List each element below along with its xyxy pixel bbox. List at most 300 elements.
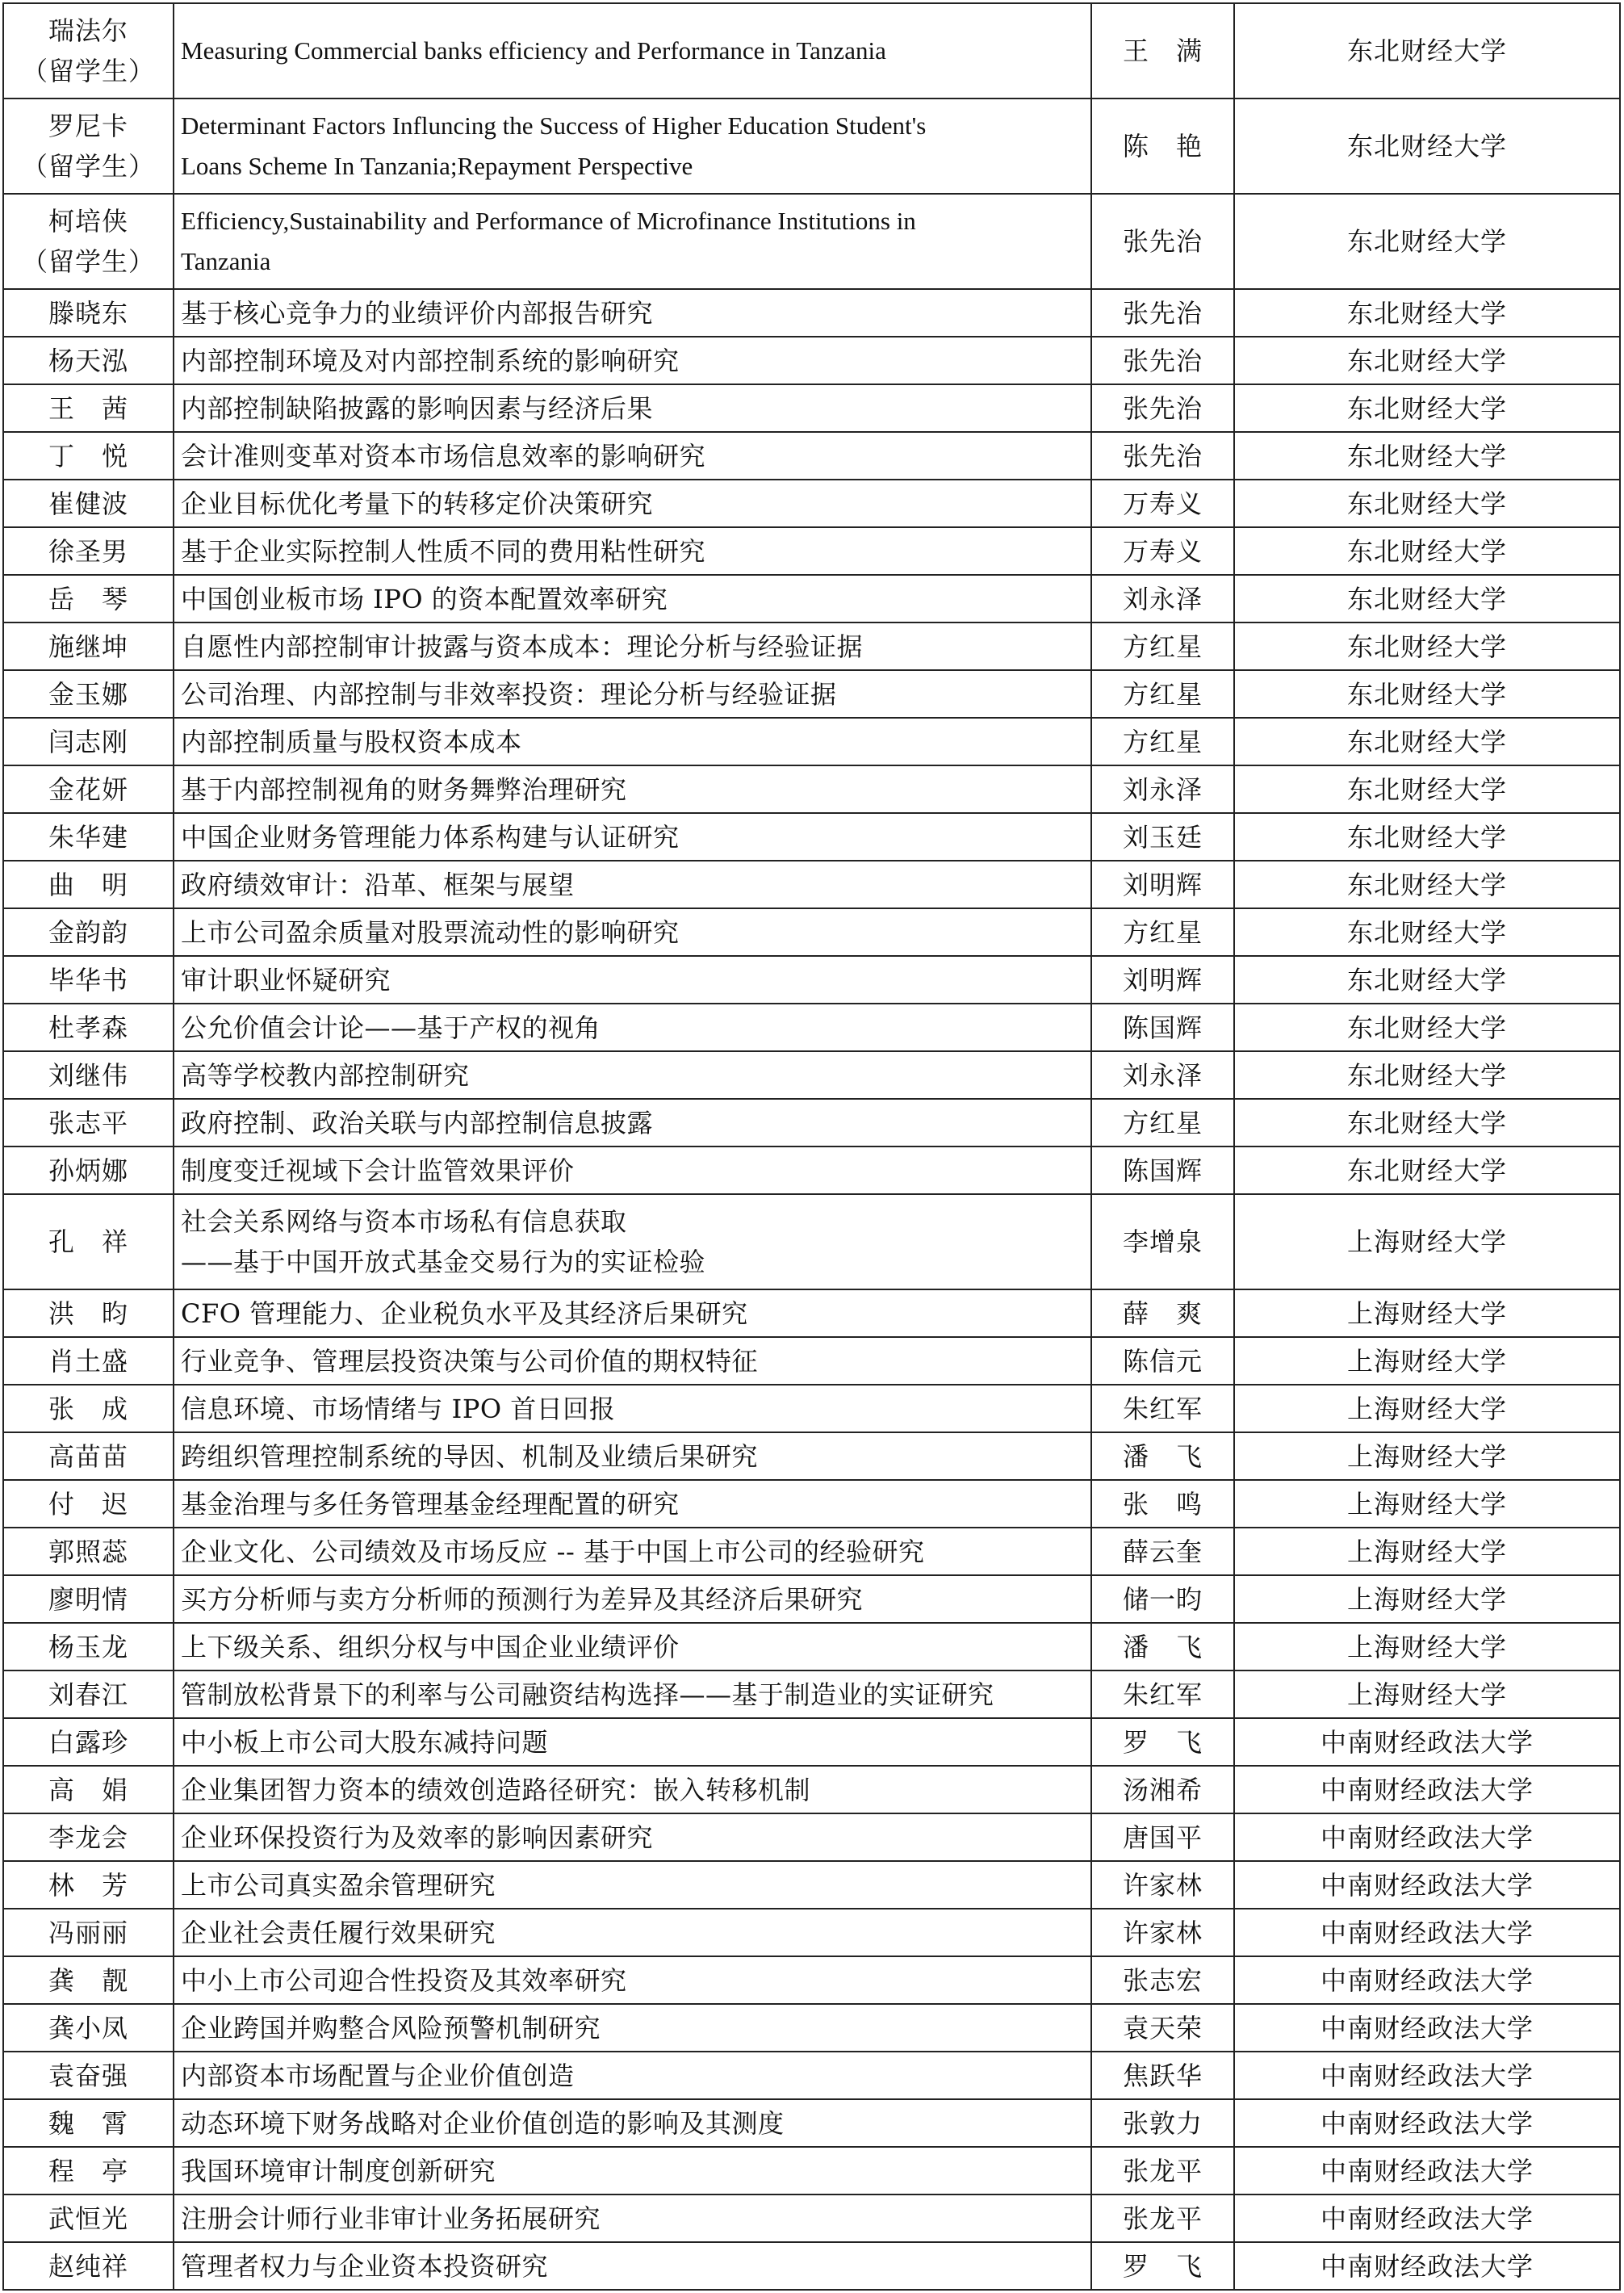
author-name: 金韵韵 (48, 916, 128, 948)
author-cell (3, 765, 174, 813)
author-cell (3, 813, 174, 861)
author-name: 刘春江 (48, 1679, 128, 1710)
author-name: 金玉娜 (48, 678, 128, 710)
thesis-title-cell (174, 194, 1091, 289)
advisor-cell: 方红星 (1091, 718, 1234, 765)
thesis-title: 高等学校教内部控制研究 (181, 1059, 470, 1091)
author-name: 肖土盛 (48, 1345, 128, 1377)
institution-cell: 东北财经大学 (1234, 623, 1620, 670)
table-row (3, 1909, 1620, 1956)
table-row (3, 1289, 1620, 1337)
author-name: 孔 祥 (48, 1226, 128, 1257)
advisor-cell: 方红星 (1091, 908, 1234, 956)
institution-cell: 东北财经大学 (1234, 1051, 1620, 1099)
thesis-title-cell (174, 1480, 1091, 1528)
author-name: 闫志刚 (48, 726, 128, 757)
institution-cell: 上海财经大学 (1234, 1528, 1620, 1575)
institution-cell: 中南财经政法大学 (1234, 2052, 1620, 2099)
advisor-cell: 汤湘希 (1091, 1766, 1234, 1813)
thesis-title: 基于核心竞争力的业绩评价内部报告研究 (181, 297, 654, 329)
thesis-title: 中国企业财务管理能力体系构建与认证研究 (181, 821, 680, 853)
author-name: 孙炳娜 (48, 1155, 128, 1186)
author-name: （留学生） (21, 151, 155, 182)
author-name: 付 迟 (48, 1488, 128, 1520)
author-cell (3, 1051, 174, 1099)
institution-cell: 上海财经大学 (1234, 1670, 1620, 1718)
advisor-cell: 方红星 (1091, 670, 1234, 718)
thesis-title-cell (174, 813, 1091, 861)
author-name: 施继坤 (48, 631, 128, 662)
table-row (3, 1385, 1620, 1432)
author-name: 程 亭 (48, 2155, 128, 2186)
thesis-title-cell (174, 480, 1091, 527)
institution-cell: 东北财经大学 (1234, 765, 1620, 813)
institution-cell: 上海财经大学 (1234, 1480, 1620, 1528)
institution-cell: 东北财经大学 (1234, 194, 1620, 289)
thesis-title: ——基于中国开放式基金交易行为的实证检验 (181, 1247, 706, 1277)
table-row (3, 2242, 1620, 2290)
author-name: 武恒光 (48, 2203, 128, 2234)
thesis-title-cell (174, 2194, 1091, 2242)
thesis-title-cell (174, 1575, 1091, 1623)
advisor-cell: 刘明辉 (1091, 956, 1234, 1004)
thesis-title-cell (174, 1956, 1091, 2004)
author-name: 岳 琴 (48, 583, 128, 614)
thesis-title-cell (174, 1432, 1091, 1480)
author-name: 丁 悦 (48, 440, 128, 472)
institution-cell: 东北财经大学 (1234, 99, 1620, 194)
institution-cell: 中南财经政法大学 (1234, 1813, 1620, 1861)
author-cell (3, 1670, 174, 1718)
advisor-cell: 刘永泽 (1091, 765, 1234, 813)
table-row (3, 1051, 1620, 1099)
advisor-cell: 张龙平 (1091, 2147, 1234, 2194)
advisor-cell: 许家林 (1091, 1909, 1234, 1956)
author-cell (3, 1432, 174, 1480)
table-row (3, 480, 1620, 527)
institution-cell: 东北财经大学 (1234, 908, 1620, 956)
author-cell (3, 1289, 174, 1337)
table-row (3, 1146, 1620, 1194)
advisor-cell: 张先治 (1091, 289, 1234, 337)
thesis-title: CFO 管理能力、企业税负水平及其经济后果研究 (181, 1297, 748, 1329)
institution-cell: 东北财经大学 (1234, 718, 1620, 765)
author-name: 赵纯祥 (48, 2250, 128, 2282)
thesis-title: 企业集团智力资本的绩效创造路径研究：嵌入转移机制 (181, 1774, 811, 1805)
author-name: 刘继伟 (48, 1059, 128, 1091)
thesis-title-cell (174, 1766, 1091, 1813)
thesis-title: 信息环境、市场情绪与 IPO 首日回报 (181, 1393, 616, 1424)
thesis-title: 审计职业怀疑研究 (181, 964, 391, 996)
institution-cell: 东北财经大学 (1234, 3, 1620, 99)
thesis-title-cell (174, 718, 1091, 765)
thesis-title-cell (174, 1004, 1091, 1051)
institution-cell: 东北财经大学 (1234, 527, 1620, 575)
thesis-title-cell (174, 1861, 1091, 1909)
institution-cell: 东北财经大学 (1234, 337, 1620, 384)
table-row (3, 1004, 1620, 1051)
table-row (3, 1718, 1620, 1766)
thesis-title-cell (174, 3, 1091, 99)
thesis-title-cell (174, 861, 1091, 908)
thesis-title-cell (174, 1337, 1091, 1385)
institution-cell: 上海财经大学 (1234, 1337, 1620, 1385)
table-row (3, 861, 1620, 908)
author-name: 白露珍 (48, 1726, 128, 1758)
table-row (3, 623, 1620, 670)
institution-cell: 东北财经大学 (1234, 956, 1620, 1004)
thesis-title-cell (174, 384, 1091, 432)
author-name: 冯丽丽 (48, 1917, 128, 1948)
author-cell (3, 1385, 174, 1432)
author-cell (3, 2147, 174, 2194)
thesis-title-cell (174, 1909, 1091, 1956)
thesis-title: 跨组织管理控制系统的导因、机制及业绩后果研究 (181, 1440, 759, 1472)
table-row (3, 527, 1620, 575)
author-name: 金花妍 (48, 773, 128, 805)
advisor-cell: 陈信元 (1091, 1337, 1234, 1385)
author-name: 崔健波 (48, 488, 128, 519)
thesis-title: 企业跨国并购整合风险预警机制研究 (181, 2012, 601, 2044)
thesis-title-cell (174, 623, 1091, 670)
thesis-title: 企业文化、公司绩效及市场反应 -- 基于中国上市公司的经验研究 (181, 1536, 925, 1567)
thesis-title: 行业竞争、管理层投资决策与公司价值的期权特征 (181, 1345, 759, 1377)
institution-cell: 中南财经政法大学 (1234, 2242, 1620, 2290)
advisor-cell: 潘 飞 (1091, 1623, 1234, 1670)
thesis-title: 基金治理与多任务管理基金经理配置的研究 (181, 1488, 680, 1520)
advisor-cell: 潘 飞 (1091, 1432, 1234, 1480)
table-row (3, 432, 1620, 480)
advisor-cell: 储一昀 (1091, 1575, 1234, 1623)
author-name: 徐圣男 (48, 535, 128, 567)
table-row (3, 2004, 1620, 2052)
author-name: 魏 霄 (48, 2107, 128, 2139)
table-row (3, 1575, 1620, 1623)
author-cell (3, 2242, 174, 2290)
thesis-title: Loans Scheme In Tanzania;Repayment Perspective (181, 152, 693, 180)
table-row (3, 99, 1620, 194)
table-row (3, 194, 1620, 289)
advisor-cell: 王 满 (1091, 3, 1234, 99)
institution-cell: 东北财经大学 (1234, 813, 1620, 861)
advisor-cell: 张龙平 (1091, 2194, 1234, 2242)
thesis-title-cell (174, 527, 1091, 575)
table-row (3, 1956, 1620, 2004)
thesis-title-cell (174, 1623, 1091, 1670)
thesis-title: 上市公司真实盈余管理研究 (181, 1869, 496, 1901)
author-cell (3, 2194, 174, 2242)
table-row (3, 2147, 1620, 2194)
advisor-cell: 罗 飞 (1091, 1718, 1234, 1766)
author-cell (3, 1623, 174, 1670)
table-row (3, 1480, 1620, 1528)
author-cell (3, 3, 174, 99)
advisor-cell: 陈国辉 (1091, 1146, 1234, 1194)
thesis-title-cell (174, 289, 1091, 337)
institution-cell: 东北财经大学 (1234, 289, 1620, 337)
author-cell (3, 2052, 174, 2099)
institution-cell: 上海财经大学 (1234, 1194, 1620, 1289)
institution-cell: 中南财经政法大学 (1234, 1766, 1620, 1813)
dissertation-table-body (3, 3, 1620, 2290)
institution-cell: 中南财经政法大学 (1234, 1861, 1620, 1909)
author-cell (3, 1956, 174, 2004)
author-cell (3, 480, 174, 527)
table-row (3, 384, 1620, 432)
thesis-title: 基于企业实际控制人性质不同的费用粘性研究 (181, 535, 706, 567)
advisor-cell: 方红星 (1091, 623, 1234, 670)
author-name: 袁奋强 (48, 2060, 128, 2091)
institution-cell: 中南财经政法大学 (1234, 1718, 1620, 1766)
thesis-title: 企业社会责任履行效果研究 (181, 1917, 496, 1948)
author-cell (3, 623, 174, 670)
author-cell (3, 1099, 174, 1146)
thesis-title: 上市公司盈余质量对股票流动性的影响研究 (181, 916, 680, 948)
author-cell (3, 956, 174, 1004)
author-name: 罗尼卡 (48, 111, 128, 141)
author-cell (3, 1575, 174, 1623)
author-name: 张 成 (48, 1393, 128, 1424)
institution-cell: 东北财经大学 (1234, 861, 1620, 908)
thesis-title-cell (174, 2147, 1091, 2194)
thesis-title: 内部控制环境及对内部控制系统的影响研究 (181, 345, 680, 376)
author-name: 柯培侠 (48, 206, 128, 237)
author-name: 朱华建 (48, 821, 128, 853)
thesis-title-cell (174, 1385, 1091, 1432)
author-cell (3, 1909, 174, 1956)
author-name: 龚 靓 (48, 1964, 128, 1996)
author-name: 廖明情 (48, 1583, 128, 1615)
thesis-title: Tanzania (181, 247, 271, 275)
table-row (3, 908, 1620, 956)
author-name: 高苗苗 (48, 1440, 128, 1472)
institution-cell: 上海财经大学 (1234, 1385, 1620, 1432)
author-cell (3, 2004, 174, 2052)
thesis-title-cell (174, 1289, 1091, 1337)
thesis-title: 公司治理、内部控制与非效率投资：理论分析与经验证据 (181, 678, 837, 710)
advisor-cell: 薛 爽 (1091, 1289, 1234, 1337)
thesis-title: 会计准则变革对资本市场信息效率的影响研究 (181, 440, 706, 472)
thesis-title: 政府控制、政治关联与内部控制信息披露 (181, 1107, 654, 1138)
institution-cell: 中南财经政法大学 (1234, 2194, 1620, 2242)
table-row (3, 1813, 1620, 1861)
advisor-cell: 陈 艳 (1091, 99, 1234, 194)
author-cell (3, 99, 174, 194)
author-name: 林 芳 (48, 1869, 128, 1901)
advisor-cell: 刘明辉 (1091, 861, 1234, 908)
thesis-title: Determinant Factors Influncing the Success of Higher Education Student's (181, 111, 927, 140)
thesis-title-cell (174, 1099, 1091, 1146)
author-name: 毕华书 (48, 964, 128, 996)
thesis-title-cell (174, 670, 1091, 718)
author-name: 滕晓东 (48, 297, 128, 329)
author-cell (3, 861, 174, 908)
advisor-cell: 刘永泽 (1091, 575, 1234, 623)
thesis-title: 内部控制缺陷披露的影响因素与经济后果 (181, 392, 654, 424)
author-cell (3, 908, 174, 956)
institution-cell: 上海财经大学 (1234, 1289, 1620, 1337)
advisor-cell: 万寿义 (1091, 480, 1234, 527)
thesis-title-cell (174, 1670, 1091, 1718)
thesis-title: 自愿性内部控制审计披露与资本成本：理论分析与经验证据 (181, 631, 864, 662)
thesis-title: 中小上市公司迎合性投资及其效率研究 (181, 1964, 627, 1996)
thesis-title: Measuring Commercial banks efficiency and Performance in Tanzania (181, 36, 886, 65)
table-row (3, 956, 1620, 1004)
advisor-cell: 刘永泽 (1091, 1051, 1234, 1099)
table-row (3, 289, 1620, 337)
advisor-cell: 陈国辉 (1091, 1004, 1234, 1051)
thesis-title-cell (174, 2099, 1091, 2147)
thesis-title: Efficiency,Sustainability and Performance of Microfinance Institutions in (181, 207, 916, 235)
author-cell (3, 2099, 174, 2147)
author-name: 曲 明 (48, 869, 128, 900)
advisor-cell: 许家林 (1091, 1861, 1234, 1909)
advisor-cell: 焦跃华 (1091, 2052, 1234, 2099)
thesis-title: 中国创业板市场 IPO 的资本配置效率研究 (181, 583, 668, 614)
institution-cell: 东北财经大学 (1234, 1099, 1620, 1146)
advisor-cell: 李增泉 (1091, 1194, 1234, 1289)
dissertation-table (2, 2, 1621, 2291)
thesis-title: 管理者权力与企业资本投资研究 (181, 2250, 549, 2282)
thesis-title-cell (174, 1813, 1091, 1861)
author-name: 杨天泓 (48, 345, 128, 376)
thesis-title-cell (174, 2242, 1091, 2290)
author-name: （留学生） (21, 246, 155, 277)
institution-cell: 东北财经大学 (1234, 384, 1620, 432)
advisor-cell: 薛云奎 (1091, 1528, 1234, 1575)
thesis-title: 管制放松背景下的利率与公司融资结构选择——基于制造业的实证研究 (181, 1679, 994, 1710)
table-row (3, 1766, 1620, 1813)
thesis-title-cell (174, 2052, 1091, 2099)
thesis-title: 社会关系网络与资本市场私有信息获取 (181, 1206, 627, 1237)
author-cell (3, 1004, 174, 1051)
advisor-cell: 张 鸣 (1091, 1480, 1234, 1528)
table-row (3, 2052, 1620, 2099)
author-cell (3, 1480, 174, 1528)
institution-cell: 东北财经大学 (1234, 480, 1620, 527)
thesis-title-cell (174, 908, 1091, 956)
thesis-title: 注册会计师行业非审计业务拓展研究 (181, 2203, 601, 2234)
author-cell (3, 1337, 174, 1385)
institution-cell: 东北财经大学 (1234, 575, 1620, 623)
thesis-title: 制度变迁视域下会计监管效果评价 (181, 1155, 575, 1186)
table-row (3, 1623, 1620, 1670)
thesis-title-cell (174, 432, 1091, 480)
advisor-cell: 张先治 (1091, 432, 1234, 480)
author-cell (3, 1528, 174, 1575)
advisor-cell: 罗 飞 (1091, 2242, 1234, 2290)
table-row (3, 337, 1620, 384)
author-name: （留学生） (21, 56, 155, 86)
advisor-cell: 张敦力 (1091, 2099, 1234, 2147)
thesis-title: 上下级关系、组织分权与中国企业业绩评价 (181, 1631, 680, 1662)
author-name: 张志平 (48, 1107, 128, 1138)
table-row (3, 813, 1620, 861)
thesis-title: 内部控制质量与股权资本成本 (181, 726, 522, 757)
author-cell (3, 1861, 174, 1909)
thesis-title-cell (174, 956, 1091, 1004)
advisor-cell: 方红星 (1091, 1099, 1234, 1146)
thesis-title: 我国环境审计制度创新研究 (181, 2155, 496, 2186)
advisor-cell: 张先治 (1091, 194, 1234, 289)
advisor-cell: 袁天荣 (1091, 2004, 1234, 2052)
author-name: 高 娟 (48, 1774, 128, 1805)
author-name: 郭照蕊 (48, 1536, 128, 1567)
thesis-title-cell (174, 2004, 1091, 2052)
author-cell (3, 289, 174, 337)
author-cell (3, 194, 174, 289)
author-cell (3, 432, 174, 480)
thesis-title: 政府绩效审计：沿革、框架与展望 (181, 869, 575, 900)
thesis-title-cell (174, 1528, 1091, 1575)
table-row (3, 670, 1620, 718)
author-name: 杨玉龙 (48, 1631, 128, 1662)
advisor-cell: 张先治 (1091, 337, 1234, 384)
table-row (3, 3, 1620, 99)
table-row (3, 1861, 1620, 1909)
author-name: 瑞法尔 (48, 15, 128, 46)
author-cell (3, 1194, 174, 1289)
table-row (3, 2099, 1620, 2147)
thesis-title: 企业环保投资行为及效率的影响因素研究 (181, 1821, 654, 1853)
author-cell (3, 337, 174, 384)
institution-cell: 东北财经大学 (1234, 432, 1620, 480)
advisor-cell: 张志宏 (1091, 1956, 1234, 2004)
thesis-title: 公允价值会计论——基于产权的视角 (181, 1012, 601, 1043)
table-row (3, 1337, 1620, 1385)
advisor-cell: 万寿义 (1091, 527, 1234, 575)
author-cell (3, 1146, 174, 1194)
institution-cell: 东北财经大学 (1234, 1146, 1620, 1194)
table-row (3, 1099, 1620, 1146)
institution-cell: 东北财经大学 (1234, 1004, 1620, 1051)
thesis-title: 动态环境下财务战略对企业价值创造的影响及其测度 (181, 2107, 785, 2139)
author-cell (3, 384, 174, 432)
table-row (3, 1528, 1620, 1575)
author-cell (3, 718, 174, 765)
thesis-title: 企业目标优化考量下的转移定价决策研究 (181, 488, 654, 519)
table-row (3, 2194, 1620, 2242)
table-row (3, 1432, 1620, 1480)
institution-cell: 中南财经政法大学 (1234, 1956, 1620, 2004)
advisor-cell: 刘玉廷 (1091, 813, 1234, 861)
table-row (3, 718, 1620, 765)
advisor-cell: 朱红军 (1091, 1385, 1234, 1432)
institution-cell: 上海财经大学 (1234, 1432, 1620, 1480)
institution-cell: 中南财经政法大学 (1234, 1909, 1620, 1956)
table-row (3, 1670, 1620, 1718)
thesis-title: 基于内部控制视角的财务舞弊治理研究 (181, 773, 627, 805)
institution-cell: 中南财经政法大学 (1234, 2004, 1620, 2052)
institution-cell: 东北财经大学 (1234, 670, 1620, 718)
thesis-title-cell (174, 1194, 1091, 1289)
thesis-title-cell (174, 1146, 1091, 1194)
author-cell (3, 670, 174, 718)
institution-cell: 上海财经大学 (1234, 1575, 1620, 1623)
thesis-title-cell (174, 765, 1091, 813)
table-row (3, 575, 1620, 623)
thesis-title-cell (174, 575, 1091, 623)
thesis-title-cell (174, 99, 1091, 194)
thesis-title: 买方分析师与卖方分析师的预测行为差异及其经济后果研究 (181, 1583, 864, 1615)
thesis-title: 内部资本市场配置与企业价值创造 (181, 2060, 575, 2091)
advisor-cell: 朱红军 (1091, 1670, 1234, 1718)
advisor-cell: 张先治 (1091, 384, 1234, 432)
author-cell (3, 575, 174, 623)
thesis-title-cell (174, 337, 1091, 384)
institution-cell: 上海财经大学 (1234, 1623, 1620, 1670)
advisor-cell: 唐国平 (1091, 1813, 1234, 1861)
